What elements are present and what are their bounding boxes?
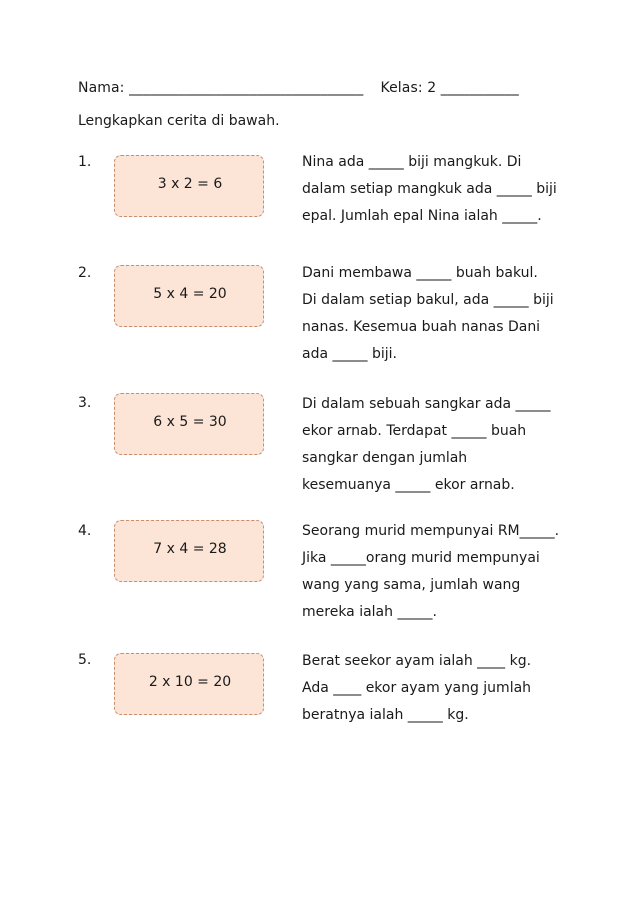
equation-text: 3 x 2 = 6 — [157, 176, 223, 192]
equation-box — [114, 155, 264, 217]
story-line: ada _____ biji. — [302, 346, 397, 362]
story-text — [302, 149, 592, 230]
equation-box — [114, 393, 264, 455]
story-text — [302, 648, 592, 729]
equation-box — [114, 653, 264, 715]
story-line: mereka ialah _____. — [302, 604, 437, 620]
name-blank: _________________________________ — [129, 80, 364, 96]
question-number: 4. — [78, 523, 92, 539]
worksheet-header — [78, 80, 548, 96]
name-label: Nama: — [78, 80, 125, 96]
story-line: Berat seekor ayam ialah ____ kg. — [302, 653, 532, 669]
story-line: dalam setiap mangkuk ada _____ biji — [302, 181, 557, 197]
story-line: sangkar dengan jumlah — [302, 450, 468, 466]
question-number: 5. — [78, 652, 92, 668]
story-line: Dani membawa _____ buah bakul. — [302, 265, 538, 281]
story-line: Di dalam sebuah sangkar ada _____ — [302, 396, 551, 412]
question-number: 2. — [78, 265, 92, 281]
story-line: epal. Jumlah epal Nina ialah _____. — [302, 208, 542, 224]
class-label: Kelas: 2 — [380, 80, 437, 96]
story-text — [302, 391, 592, 499]
equation-box — [114, 520, 264, 582]
story-line: Seorang murid mempunyai RM_____. — [302, 523, 560, 539]
question-number: 1. — [78, 154, 92, 170]
story-line: kesemuanya _____ ekor arnab. — [302, 477, 515, 493]
story-line: Nina ada _____ biji mangkuk. Di — [302, 154, 522, 170]
class-blank: ___________ — [440, 80, 519, 96]
story-line: ekor arnab. Terdapat _____ buah — [302, 423, 527, 439]
equation-text: 6 x 5 = 30 — [153, 414, 227, 430]
story-text — [302, 518, 592, 626]
equation-text: 5 x 4 = 20 — [153, 286, 227, 302]
story-line: nanas. Kesemua buah nanas Dani — [302, 319, 541, 335]
story-line: Ada ____ ekor ayam yang jumlah — [302, 680, 532, 696]
equation-box — [114, 265, 264, 327]
equation-text: 2 x 10 = 20 — [148, 674, 232, 690]
story-line: Di dalam setiap bakul, ada _____ biji — [302, 292, 554, 308]
story-line: Jika _____orang murid mempunyai — [302, 550, 540, 566]
story-line: beratnya ialah _____ kg. — [302, 707, 469, 723]
equation-text: 7 x 4 = 28 — [153, 541, 227, 557]
question-number: 3. — [78, 395, 92, 411]
instruction-text: Lengkapkan cerita di bawah. — [78, 113, 280, 129]
story-text — [302, 260, 592, 368]
story-line: wang yang sama, jumlah wang — [302, 577, 521, 593]
